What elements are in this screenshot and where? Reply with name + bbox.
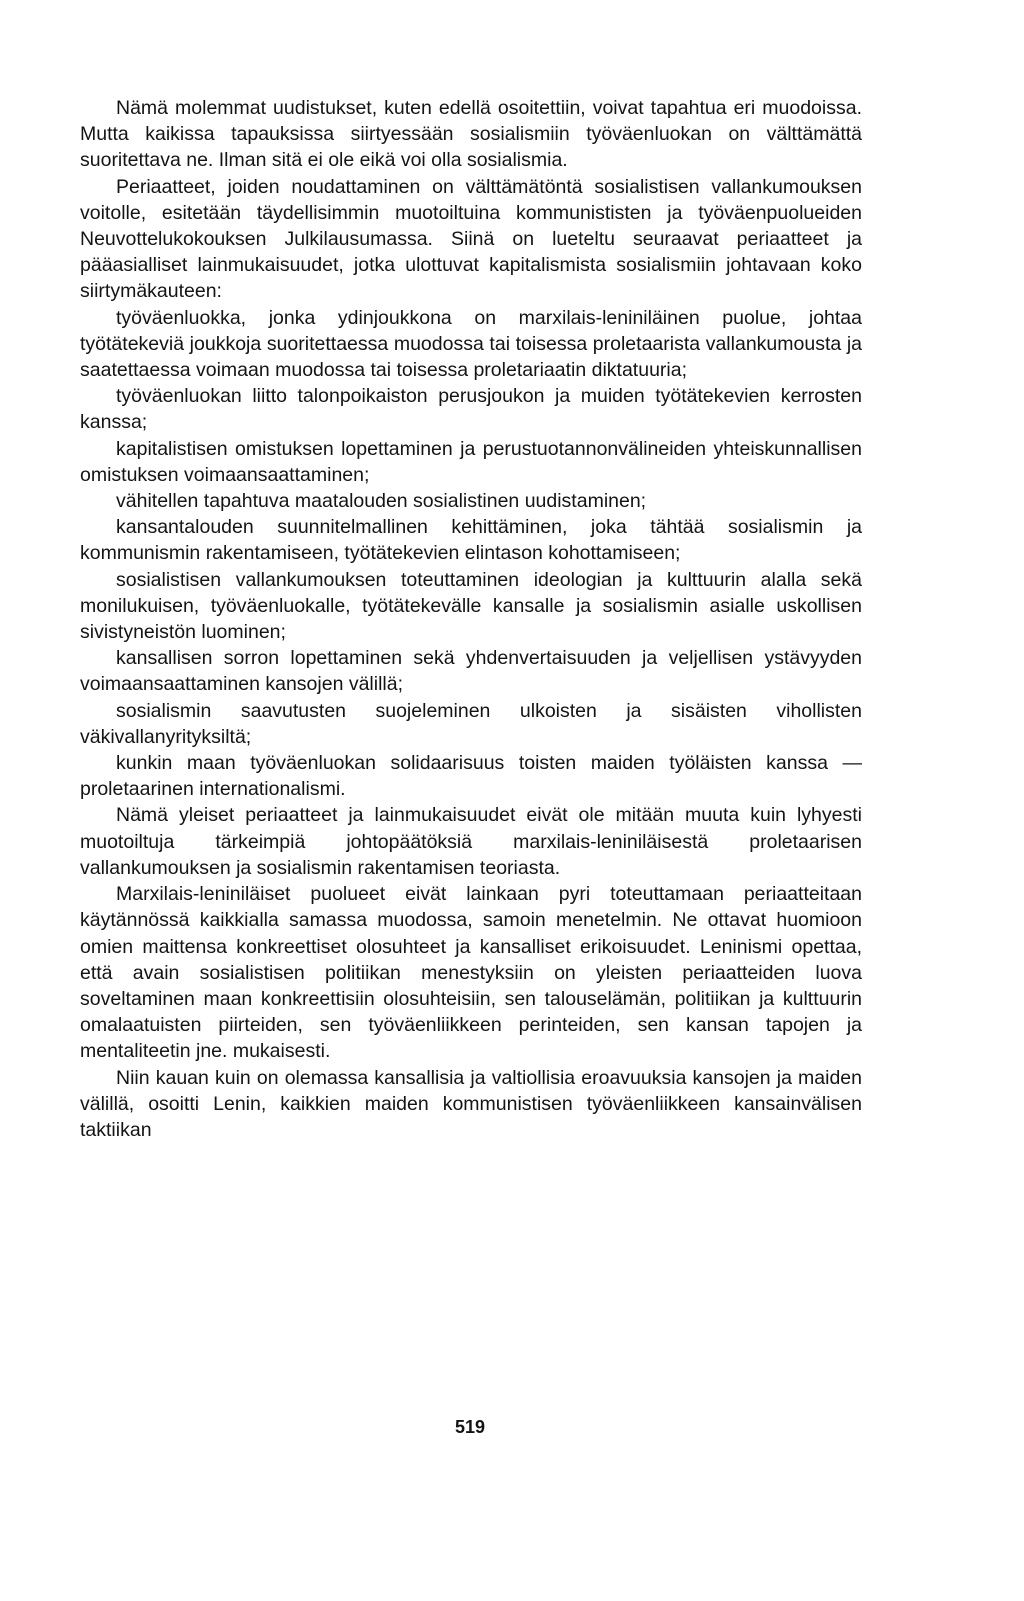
page-number: 519 [454, 1417, 486, 1437]
paragraph-intro: Nämä molemmat uudistukset, kuten edellä osoitettiin, voivat tapahtua eri muodoissa. Mutta kaikissa tapauksissa siirtyessään sosialismiin työväenluokan on välttämättä suoritettava ne. Ilman sitä ei ole eikä voi olla sosialismia. [80, 97, 862, 172]
list-item-agriculture: vähitellen tapahtuva maatalouden sosialistinen uudistaminen; [116, 490, 647, 513]
list-item-ideology: sosialistisen vallankumouksen toteuttaminen ideologian ja kulttuurin alalla sekä monilukuisen, työväenluokalle, työtätekevälle kansalle ja sosialismin asialle uskollisen sivistyneistön luominen; [80, 568, 862, 644]
paragraph-marxist-parties: Marxilais-leniniläiset puolueet eivät lainkaan pyri toteuttamaan periaatteitaan käytännössä kaikkialla samassa muodossa, samoin menetelmin. Ne ottavat huomioon omien maittensa konkreettiset olosuhteet ja kansalliset erikoisuudet. Leninismi opettaa, että avain sosialistisen politiikan menestyksiin on yleisten periaatteiden luova soveltaminen maan konkreettisiin olosuhteisiin, sen talouselämän, politiikan ja kulttuurin omalaatuisten piirteiden, sen työväenliikkeen perinteiden, sen kansan tapojen ja mentaliteetin jne. mukaisesti. [80, 883, 862, 1063]
paragraph-principles: Periaatteet, joiden noudattaminen on välttämätöntä sosialistisen vallankumouksen voitolle, esitetään täydellisimmin muotoiltuina kommunististen ja työväenpuolueiden Neuvottelukokouksen Julkilausumassa. Siinä on lueteltu seuraavat periaatteet ja pääasialliset lainmukaisuudet, jotka ulottuvat kapitalismista sosialismiin johtavaan koko siirtymäkauteen: [80, 175, 862, 303]
list-item-alliance: työväenluokan liitto talonpoikaiston perusjoukon ja muiden työtätekevien kerrosten kanssa; [80, 385, 862, 434]
paragraph-general-principles: Nämä yleiset periaatteet ja lainmukaisuudet eivät ole mitään muuta kuin lyhyesti muotoiltuja tärkeimpiä johtopäätöksiä marxilais-leniniläisestä proletaarisen vallankumouksen ja sosialismin rakentamisen teoriasta. [80, 804, 862, 879]
paragraph-lenin: Niin kauan kuin on olemassa kansallisia ja valtiollisia eroavuuksia kansojen ja maiden välillä, osoitti Lenin, kaikkien maiden kommunistisen työväenliikkeen kansainvälisen taktiikan [80, 1066, 862, 1141]
list-item-working-class-leadership: työväenluokka, jonka ydinjoukkona on marxilais-leniniläinen puolue, johtaa työtätekeviä joukkoja suoritettaessa muodossa tai toisessa proletaarista vallankumousta ja saatettaessa voimaan muodossa tai toisessa proletariaatin diktatuuria; [80, 306, 862, 382]
list-item-planning: kansantalouden suunnitelmallinen kehittäminen, joka tähtää sosialismin ja kommunismin rakentamiseen, työtätekevien elintason kohottamiseen; [80, 516, 862, 565]
list-item-internationalism: kunkin maan työväenluokan solidaarisuus toisten maiden työläisten kanssa — proletaarinen internationalismi. [80, 752, 862, 801]
list-item-defence: sosialismin saavutusten suojeleminen ulkoisten ja sisäisten vihollisten väkivallanyrityksiltä; [80, 699, 862, 748]
list-item-ownership: kapitalistisen omistuksen lopettaminen ja perustuotannonvälineiden yhteiskunnallisen omistuksen voimaansaattaminen; [80, 437, 862, 486]
page-body [80, 95, 862, 1143]
list-item-national-equality: kansallisen sorron lopettaminen sekä yhdenvertaisuuden ja veljellisen ystävyyden voimaansaattaminen kansojen välillä; [80, 647, 862, 696]
